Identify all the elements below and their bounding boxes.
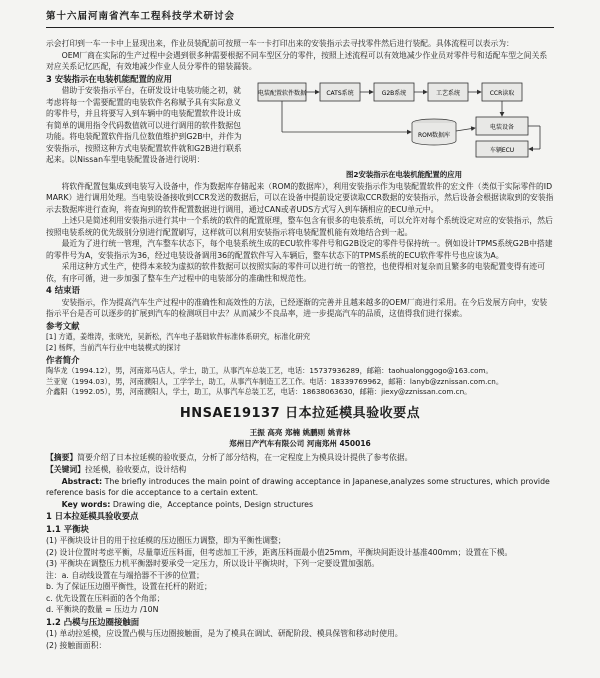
paper2-line: (1) 平衡块设计目的用于拉延模的压边圈压力调整，即为平衡性调整； — [46, 535, 286, 545]
paper2-line: c. 优先设置在压料面的各个角部； — [46, 593, 165, 603]
paper2-title: HNSAE19137 日本拉延模具验收要点 — [179, 406, 421, 422]
diagram-label-ecu: 车辆ECU — [489, 146, 515, 154]
section3-heading: 3 安装指示在电装机能配置的应用 — [46, 73, 172, 84]
diagram-label-ccr: CCR读取 — [489, 89, 515, 97]
intro-paragraph-1: 示会打印到一车一卡中上显现出来，作业员装配前可按照一车一卡打印出来的安装指示去寻找零件然后进行装配。具体流程可以表示为： — [46, 39, 514, 49]
abstract-cn-label: 【摘要】 — [46, 453, 78, 463]
diagram-label-cats: CATS系统 — [326, 89, 354, 97]
intro-paragraph-2: OEM厂商在实际的生产过程中会遇到很多种需要根据不同车型区分的零件，按照上述流程可以有效地减少作业员对零件号和适配车型之间关系对应关系记忆匹配，有效地减少作业人员分零件的错装漏装。 — [46, 50, 548, 72]
paper2-affiliation: 郑州日产汽车有限公司 河南郑州 450016 — [229, 439, 371, 449]
section3-paragraph-5: 采用这种方式生产，使得本来较为虚拟的软件数据可以按照实际的零件可以进行统一的管控，也使得相对复杂而且繁多的电装配置变得有迹可依，有序可循，进一步加强了整车生产过程中的电装部分的准确性和规范性。 — [46, 262, 545, 283]
references-heading: 参考文献 — [46, 320, 80, 331]
paper2-line: 注：a. 自动线设置在与端拾器不干涉的位置； — [46, 570, 204, 580]
diagram-label-equipment: 电装设备 — [489, 123, 515, 131]
keywords-cn-label: 【关键词】 — [46, 464, 85, 474]
keywords-cn: 拉延模，验收要点，设计结构 — [84, 464, 187, 474]
author-bio-item: 陶华龙（1994.12），男，河南郑马店人，学士，助工，从事汽车总装工艺，电话：15737936289，邮箱：taohualonggogo@163.com。 — [46, 366, 493, 376]
paper2-line: (3) 平衡块在调整压力机平衡器时要承受一定压力，所以设计平衡块时，下列一定要设置加强筋。 — [46, 559, 380, 569]
paper2-line: (2) 接触面面积： — [46, 640, 107, 650]
paper2-h11: 1.1 平衡块 — [46, 523, 89, 534]
section3-paragraph-3: 上述只是简述利用安装指示进行其中一个系统的软件的配置原理，整车包含有很多的电装系统，可以允许对每个系统设定对应的安装指示，然后按照电装系统的优先级别分别进行配置刷写，这样就可以利用安装指示将电装配置机能有效地结合到一起。 — [46, 216, 553, 237]
section3-paragraph-2: 将软件配置包集成到电装写入设备中，作为数据库存储起来（ROM的数据库），利用安装指示作为电装配置软件的宏文件（类似于实际零件的ID MARK）进行调用处理。当电装设备接收到CCR发送的数据后，可以在设备中提前设定要读取CCR数据的安装指示，然后设备会根据读取到的安装指示去数据库进行查询，将查询到的软件配置数据进行调用，通过CAN或者UDS方式写入到车辆相应的ECU单元中。 — [46, 181, 554, 214]
flow-diagram — [254, 73, 554, 169]
paper2-h12: 1.2 凸模与压边圈接触面 — [46, 616, 140, 627]
section4-paragraph: 安装指示，作为提高汽车生产过程中的准确性和高效性的方法，已经逐渐的完善并且越来越多的OEM厂商进行采用。在今后发展方向中，安装指示平台是否可以逐步的扩展到汽车的检测项目中去？从而减少不良品率，进一步提高汽车的品质，这值得我们进行探索。 — [46, 297, 548, 319]
section4-heading: 4 结束语 — [46, 285, 80, 296]
keywords-en-label: Key words: — [61, 499, 111, 509]
section3-left-column — [46, 73, 246, 181]
paper2-authors: 王振 高亮 郑楠 姚鹏则 姚青林 — [249, 428, 351, 438]
section3-paragraph-4: 最近为了进行统一管理，汽车整车状态下，每个电装系统生成的ECU软件零件号和G2B设定的零件号保持统一。例如设计TPMS系统G2B中搭建的零件号为A，安装指示为36，经过电装设备调用36的配置软件写入车辆后，整车状态下的TPMS系统的ECU软件零件号也应该为A。 — [46, 239, 553, 260]
section3-with-figure — [46, 73, 554, 181]
paper2-line: (1) 单动拉延模，应设置凸模与压边圈接触面，是为了模具在调试、研配阶段、模具保管和移动时使用。 — [46, 629, 403, 639]
reference-item: [2] 杨辉，当前汽车行业中电装模式的探讨 — [46, 342, 181, 352]
diagram-label-software: 电装配置软件数据 — [257, 89, 307, 97]
paper2-line: d. 平衡块的数量 = 压边力 /10N — [46, 605, 159, 615]
diagram-label-process: 工艺系统 — [435, 89, 461, 97]
paper2-h1: 1 日本拉延模具验收要点 — [46, 511, 139, 522]
paper2-line: (2) 设计位置时考虑平衡，尽量靠近压料面，但考虑加工干涉，距离压料面最小值25mm，平衡块间距设计基准400mm；设置在下模。 — [46, 547, 513, 557]
author-bio-heading: 作者简介 — [46, 354, 80, 365]
paper2-line: b. 为了保证压边圈平衡性，设置在托杆的附近； — [46, 582, 212, 592]
abstract-cn: 简要介绍了日本拉延模的验收要点，分析了部分结构，在一定程度上为模具设计提供了参考依据。 — [77, 453, 413, 463]
author-bio-item: 兰亚宽（1994.03），男，河南濮阳人，工学学士，助工，从事汽车制造工艺工作。电话：18339769962，邮箱：lanyb@zznissan.com.cn。 — [46, 376, 504, 386]
abstract-en-label: Abstract: — [61, 476, 103, 486]
reference-item: [1] 方遒，姜维涛，张晓光，吴新松，汽车电子基础软件标准体系研究，标准化研究 — [46, 332, 311, 342]
author-bio-item: 介鑫阳（1992.05），男，河南濮阳人，学士，助工，从事汽车总装工艺，电话：18638063630，邮箱：jiexy@zznissan.com.cn。 — [46, 387, 472, 397]
diagram-label-g2b: G2B系统 — [381, 89, 407, 97]
figure-2 — [254, 73, 554, 181]
figure-caption: 图2安装指示在电装机能配置的应用 — [345, 169, 462, 179]
section3-paragraph-1: 借助于安装指示平台，在研发设计电装功能之初，就考虑将每一个需要配置的电装软件名称赋予具有实际意义的零件号，并且将要写入到车辆中的电装配置软件设计成有简单的调用指令代码数值就可以进行调用的软件数据包功能。将电装配置软件指几位数值维护到G2B中，并作为安装指示，按照这种方式电装配置软件就和G2B进行联系起来。以Nissan车型电装配置设备进行说明： — [46, 86, 242, 165]
running-header: 第十六届河南省汽车工程科技学术研讨会 — [46, 10, 554, 28]
diagram-label-db: ROM数据库 — [417, 131, 451, 139]
abstract-en: The briefly introduces the main point of drawing acceptance in Japanese,analyzes some structures, which provide reference basis for die acceptance to a certain extent. — [46, 476, 550, 498]
keywords-en: Drawing die，Acceptance points, Design structures — [112, 499, 314, 509]
